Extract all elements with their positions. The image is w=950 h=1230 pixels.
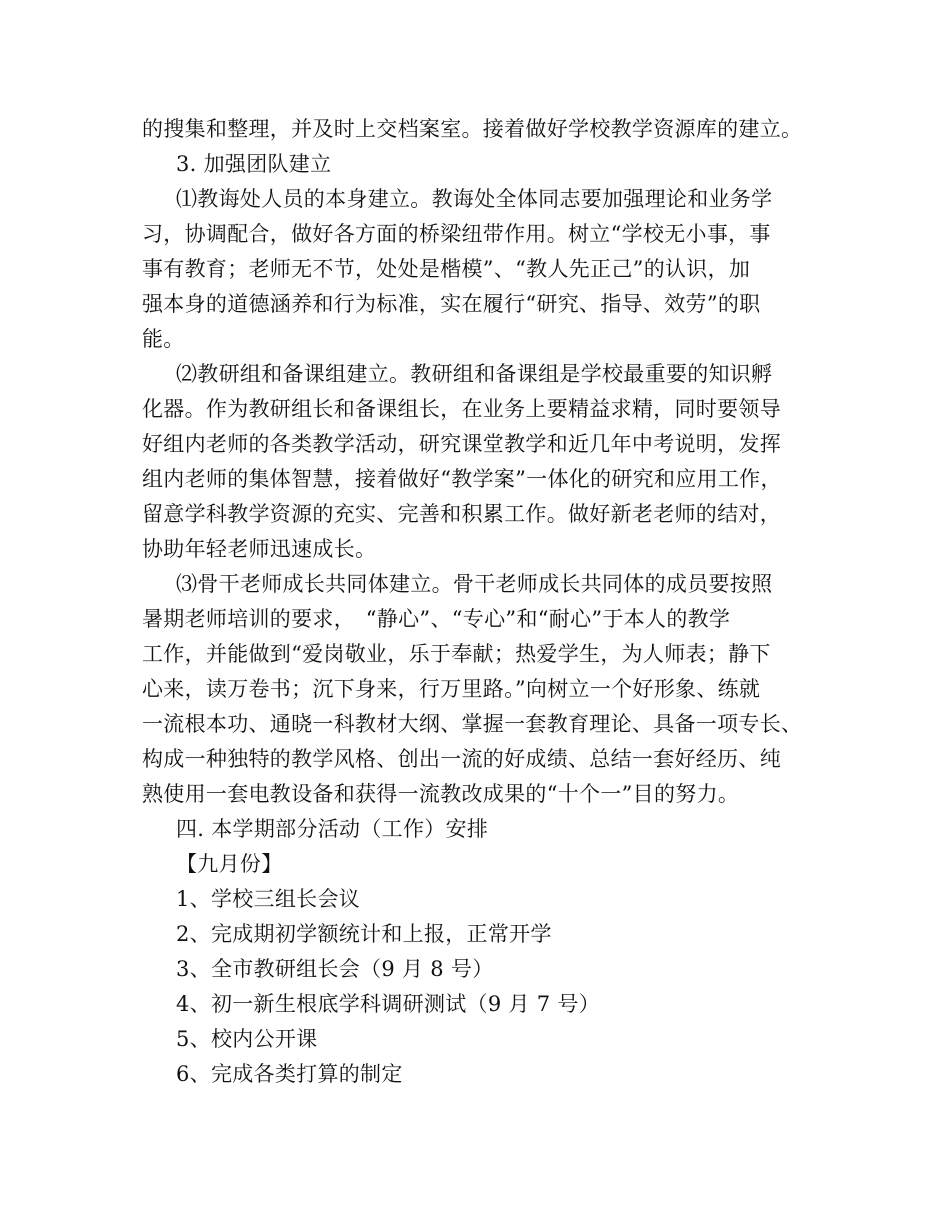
paragraph-line: 熟使用一套电教设备和获得一流教改成果的“十个一”目的努力。 [142, 782, 740, 806]
paragraph-line: 化器。作为教研组长和备课组长，在业务上要精益求精，同时要领导 [142, 397, 781, 421]
paragraph-line: 一流根本功、通晓一科教材大纲、掌握一套教育理论、具备一项专长、 [142, 712, 803, 736]
paragraph-line: 组内老师的集体智慧，接着做好“教学案”一体化的研究和应用工作， [142, 467, 782, 491]
month-heading: 【九月份】 [176, 852, 283, 876]
paragraph-line: 构成一种独特的教学风格、创出一流的好成绩、总结一套好经历、纯 [142, 747, 781, 771]
list-item: 5、校内公开课 [176, 1027, 318, 1051]
paragraph-line: 的搜集和整理，并及时上交档案室。接着做好学校教学资源库的建立。 [142, 117, 803, 141]
list-item: 2、完成期初学额统计和上报，正常开学 [176, 922, 552, 946]
paragraph-line: 好组内老师的各类教学活动，研究课堂教学和近几年中考说明，发挥 [142, 432, 781, 456]
list-item: 4、初一新生根底学科调研测试（9 月 7 号） [176, 992, 601, 1016]
list-item: 6、完成各类打算的制定 [176, 1062, 403, 1086]
list-item: 1、学校三组长会议 [176, 887, 361, 911]
paragraph-line: ⑵教研组和备课组建立。教研组和备课组是学校最重要的知识孵 [176, 362, 773, 386]
section-heading: 3. 加强团队建立 [176, 152, 332, 176]
list-item: 3、全市教研组长会（9 月 8 号） [176, 957, 494, 981]
paragraph-line: 暑期老师培训的要求， “静心”、“专心”和“耐心”于本人的教学 [142, 607, 731, 631]
paragraph-line: 工作，并能做到“爱岗敬业，乐于奉献；热爱学生，为人师表；静下 [142, 642, 771, 666]
paragraph-line: ⑶骨干老师成长共同体建立。骨干老师成长共同体的成员要按照 [176, 572, 773, 596]
paragraph-line: 协助年轻老师迅速成长。 [142, 537, 377, 561]
paragraph-line: 心来，读万卷书；沉下身来，行万里路。”向树立一个好形象、练就 [142, 677, 761, 701]
paragraph-line: ⑴教诲处人员的本身建立。教诲处全体同志要加强理论和业务学 [176, 187, 773, 211]
paragraph-line: 强本身的道德涵养和行为标准，实在履行“研究、指导、效劳”的职 [142, 292, 761, 316]
paragraph-line: 事有教育；老师无不节，处处是楷模”、“教人先正己”的认识，加 [142, 257, 751, 281]
paragraph-line: 习，协调配合，做好各方面的桥梁纽带作用。树立“学校无小事，事 [142, 222, 771, 246]
paragraph-line: 能。 [142, 327, 185, 351]
section-heading: 四. 本学期部分活动（工作）安排 [176, 817, 489, 841]
paragraph-line: 留意学科教学资源的充实、完善和积累工作。做好新老老师的结对， [142, 502, 781, 526]
